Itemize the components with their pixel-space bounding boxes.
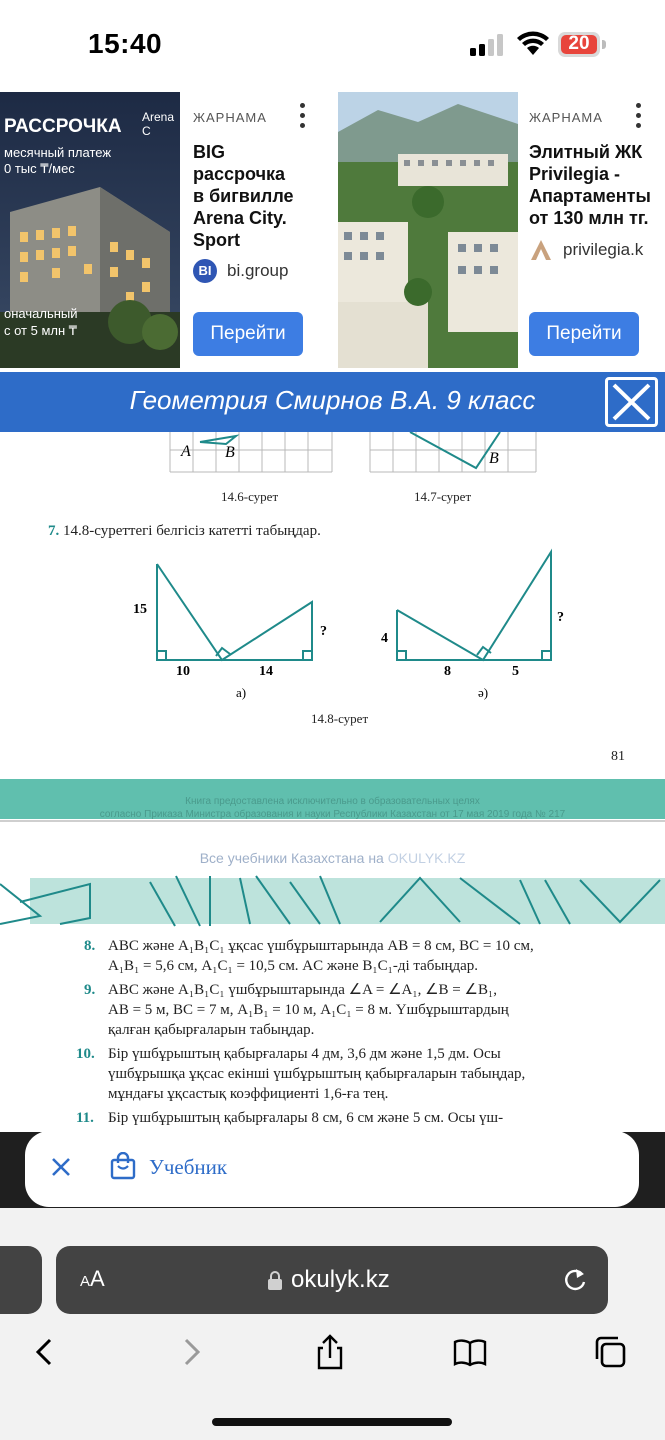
close-icon: [608, 380, 655, 424]
cellular-signal-icon: [470, 34, 506, 56]
back-icon[interactable]: [28, 1334, 64, 1370]
exercise-line: ABC және A₁B₁C₁ ұқсас үшбұрыштарында AB = 8 см, BC = 10 см,: [108, 938, 534, 954]
exercise-line: A₁B₁ = 5,6 см, A₁C₁ = 10,5 см. AC және B₁C₁-ді табыңдар.: [108, 958, 479, 974]
url-text[interactable]: okulyk.kz: [291, 1266, 390, 1293]
ad-card-privilegia[interactable]: [338, 92, 665, 368]
ad-source[interactable]: bi.group: [227, 261, 289, 280]
ad-residential-illustration: [338, 92, 518, 368]
fig-label-b: B: [489, 450, 499, 467]
close-viewer-button[interactable]: [605, 377, 658, 427]
exercise-line: үшбұрышқа ұқсас екінші үшбұрыштың қабырғаларын табыңдар,: [108, 1066, 526, 1082]
battery-indicator: [558, 32, 606, 57]
exercise-line: қалған қабырғаларын табыңдар.: [108, 1022, 315, 1038]
reload-icon[interactable]: [562, 1266, 588, 1294]
forward-icon[interactable]: [172, 1334, 208, 1370]
ad-go-button[interactable]: Перейти: [193, 312, 303, 356]
previous-tab-stub[interactable]: [0, 1246, 42, 1314]
figure-caption-14-8: 14.8-сурет: [311, 711, 369, 726]
more-options-icon[interactable]: [634, 103, 642, 133]
base-label: 14: [259, 664, 273, 679]
ad-image-brand: Arena C: [142, 110, 175, 138]
lock-icon: [267, 1271, 283, 1290]
book-title-bar: [0, 372, 665, 432]
ad-image-line1: месячный платеж: [4, 145, 112, 160]
bookmarks-icon[interactable]: [452, 1334, 488, 1370]
ad-image-bottom1: оначальный: [4, 306, 78, 321]
ad-source[interactable]: privilegia.k: [563, 240, 644, 259]
textbook-link[interactable]: Учебник: [149, 1155, 228, 1179]
notice-line-2: согласно Приказа Министра образования и науки Республики Казахстан от 17 мая 2019 года № 217: [99, 809, 566, 820]
page-header-decoration: [0, 872, 665, 928]
leg-label: 4: [381, 631, 388, 646]
text-size-small-glyph: A: [80, 1273, 91, 1290]
figure-caption-14-7: 14.7-сурет: [414, 489, 472, 504]
shopping-bag-icon: [110, 1152, 136, 1180]
ad-card-big-rassrochka[interactable]: [0, 92, 330, 368]
exercise-line: AB = 5 м, BC = 7 м, A₁B₁ = 10 м, A₁C₁ = 8 м. Үшбұрыштардың: [108, 1002, 509, 1018]
page-separator: [0, 820, 665, 848]
ad-image-arena-city[interactable]: [0, 92, 180, 368]
base-label: 10: [176, 664, 190, 679]
figure-14-8-triangles: [0, 542, 665, 692]
figure-grids-top: [0, 432, 665, 482]
ad-tag: ЖАРНАМА: [529, 110, 603, 125]
notice-line-1: Книга предоставлена исключительно в образовательных целях: [185, 796, 480, 807]
clock: 15:40: [88, 28, 163, 59]
unknown-leg-label: ?: [320, 624, 327, 639]
battery-percent: 20: [568, 33, 590, 54]
home-indicator: [212, 1418, 452, 1426]
close-icon[interactable]: [49, 1155, 73, 1179]
exercise-number: 9.: [84, 982, 96, 998]
fig-label-b: B: [225, 444, 235, 461]
more-options-icon[interactable]: [298, 103, 306, 133]
leg-label: 15: [133, 602, 147, 617]
base-label: 8: [444, 664, 451, 679]
exercise-number: 8.: [84, 938, 96, 954]
ad-go-button[interactable]: Перейти: [529, 312, 639, 356]
subfigure-label: ә): [478, 685, 489, 700]
okulyk-footer-link[interactable]: [0, 850, 665, 866]
ad-image-line2: 0 тыс ₸/мес: [4, 161, 75, 176]
bi-group-logo-icon: BI: [193, 259, 217, 283]
exercise-line: мұндағы ұқсастық коэффициенті 1,6-ға тең.: [108, 1086, 389, 1102]
exercise-number: 10.: [76, 1046, 95, 1062]
page-number: 81: [611, 749, 625, 764]
textbook-page[interactable]: [0, 432, 665, 1132]
ad-tag: ЖАРНАМА: [193, 110, 267, 125]
exercise-line: ABC және A₁B₁C₁ үшбұрыштарында ∠A = ∠A₁, ∠B = ∠B₁,: [108, 982, 497, 998]
share-icon[interactable]: [312, 1334, 348, 1370]
text-size-big-glyph: A: [90, 1266, 105, 1291]
exercise-line: Бір үшбұрыштың қабырғалары 4 дм, 3,6 дм және 1,5 дм. Осы: [108, 1046, 501, 1062]
unknown-leg-label: ?: [557, 610, 564, 625]
footer-link-brand[interactable]: OKULYK.KZ: [387, 850, 466, 866]
exercise-line: Бір үшбұрыштың қабырғалары 8 см, 6 см және 5 см. Осы үш-: [108, 1110, 504, 1126]
ad-title[interactable]: BIG рассрочка в бигвилле Arena City. Sport: [193, 142, 294, 250]
text-size-button[interactable]: [80, 1266, 105, 1292]
browser-toolbar-area: [0, 1208, 665, 1440]
exercise-number: 7.: [48, 523, 60, 539]
privilegia-logo-icon: [529, 238, 553, 262]
fig-label-a: A: [181, 443, 191, 460]
base-label: 5: [512, 664, 519, 679]
tabs-icon[interactable]: [592, 1334, 628, 1370]
wifi-icon: [516, 30, 550, 56]
ad-image-bottom2: с от 5 млн ₸: [4, 323, 78, 338]
footer-link-prefix: Все учебники Казахстана на: [199, 850, 388, 866]
ad-image-privilegia[interactable]: [338, 92, 518, 368]
subfigure-label: а): [236, 685, 247, 700]
book-title: Геометрия Смирнов В.А. 9 класс: [129, 385, 536, 415]
ad-image-headline: РАССРОЧКА: [4, 116, 122, 137]
exercise-7: [48, 522, 321, 541]
exercise-text: 14.8-суреттегі белгісіз катетті табыңдар.: [63, 523, 321, 539]
figure-caption-14-6: 14.6-сурет: [221, 489, 279, 504]
ad-title[interactable]: Элитный ЖК Privilegia - Апартаменты от 130 млн тг.: [529, 142, 651, 228]
exercise-number: 11.: [76, 1110, 94, 1126]
status-bar: [0, 0, 665, 90]
